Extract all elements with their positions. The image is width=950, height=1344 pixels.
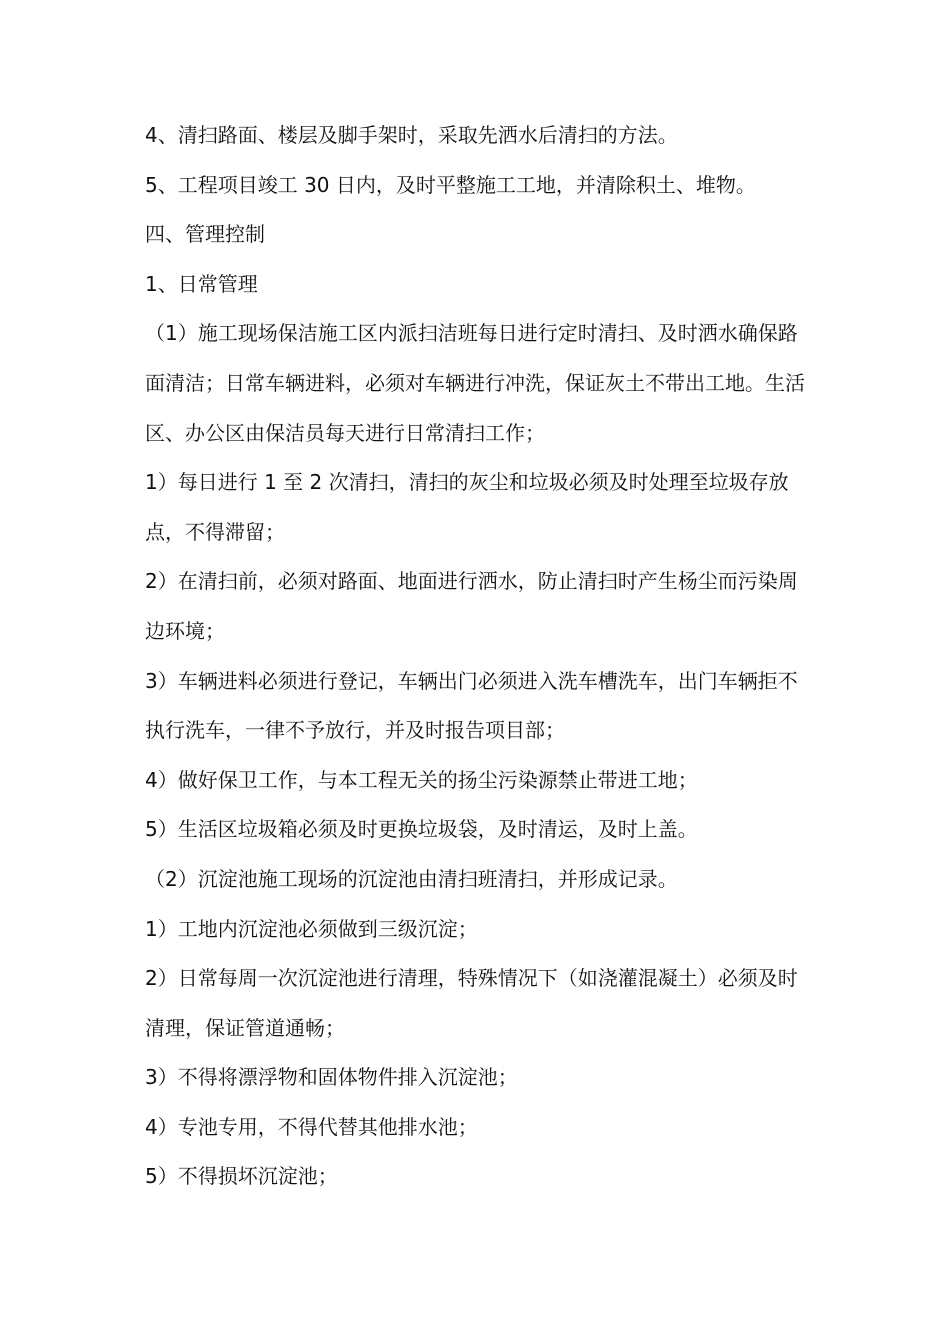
list-item-weekly-cleaning: 2）日常每周一次沉淀池进行清理，特殊情况下（如浇灌混凝土）必须及时清理，保证管道通畅；: [145, 966, 798, 1040]
list-item-sprinkling-before-sweeping: 2）在清扫前，必须对路面、地面进行洒水，防止清扫时产生杨尘而污染周边环境；: [145, 569, 798, 643]
list-item-daily-sweeping: 1）每日进行 1 至 2 次清扫，清扫的灰尘和垃圾必须及时处理至垃圾存放点，不得滞留；: [145, 470, 789, 544]
document-body: [145, 111, 810, 1202]
list-item-garbage-bins: 5）生活区垃圾箱必须及时更换垃圾袋，及时清运，及时上盖。: [145, 817, 698, 842]
list-item-dedicated-tank: 4）专池专用，不得代替其他排水池；: [145, 1114, 478, 1139]
paragraph-sedimentation-tank: （2）沉淀池施工现场的沉淀池由清扫班清扫，并形成记录。: [145, 866, 678, 891]
paragraph-1: 4、清扫路面、楼层及脚手架时，采取先洒水后清扫的方法。: [145, 123, 678, 147]
list-item-security-work: 4）做好保卫工作，与本工程无关的扬尘污染源禁止带进工地；: [145, 767, 698, 792]
section-heading-management-control: 四、管理控制: [145, 222, 265, 247]
subsection-heading-daily-management: 1、日常管理: [145, 271, 258, 296]
paragraph-site-cleaning: （1）施工现场保洁施工区内派扫洁班每日进行定时清扫、及时洒水确保路面清洁；日常车辆进料，必须对车辆进行冲洗，保证灰土不带出工地。生活区、办公区由保洁员每天进行日常清扫工作；: [145, 321, 805, 445]
list-item-three-stage-sedimentation: 1）工地内沉淀池必须做到三级沉淀；: [145, 916, 478, 941]
list-item-no-damage: 5）不得损坏沉淀池；: [145, 1164, 338, 1189]
list-item-vehicle-registration: 3）车辆进料必须进行登记，车辆出门必须进入洗车槽洗车，出门车辆拒不执行洗车，一律不予放行，并及时报告项目部；: [145, 668, 798, 743]
paragraph-2: 5、工程项目竣工 30 日内，及时平整施工工地，并清除积土、堆物。: [145, 172, 756, 197]
list-item-no-floating-objects: 3）不得将漂浮物和固体物件排入沉淀池；: [145, 1065, 518, 1090]
